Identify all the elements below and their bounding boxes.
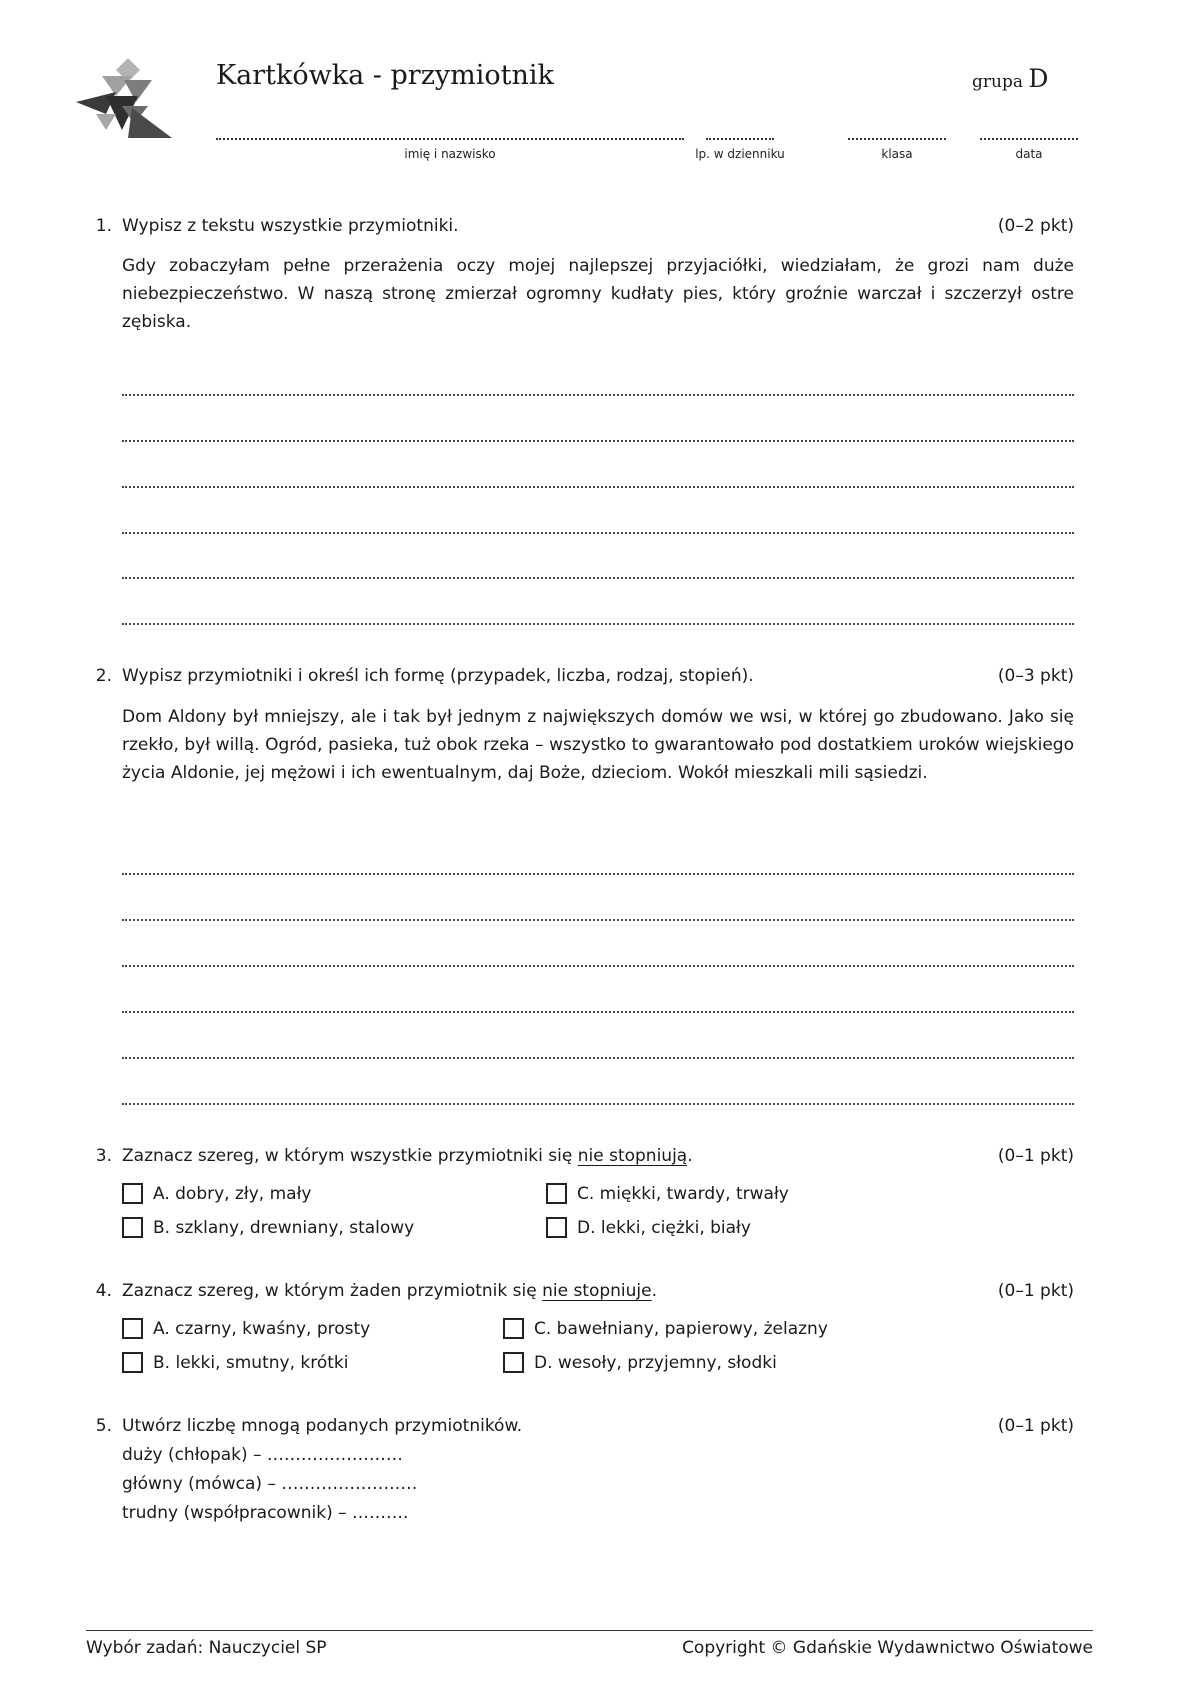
prompt-text: Zaznacz szereg, w którym wszystkie przymiotniki się — [122, 1146, 578, 1166]
question-text: Gdy zobaczyłam pełne przerażenia oczy mojej najlepszej przyjaciółki, wiedziałam, że grozi nam duże niebezpieczeństwo. W naszą stronę zmierzał ogromny kudłaty pies, który groźnie warczał i szczerzył ostre zębiska. — [122, 256, 1074, 332]
prompt-end: . — [687, 1146, 693, 1166]
question-points: (0–3 pkt) — [997, 666, 1074, 686]
plural-item[interactable]: główny (mówca) – …………………… — [122, 1474, 418, 1494]
option-d[interactable] — [546, 1217, 751, 1238]
checkbox-icon[interactable] — [546, 1183, 567, 1204]
question-prompt — [122, 1281, 657, 1301]
option-c[interactable] — [503, 1318, 828, 1339]
checkbox-icon[interactable] — [546, 1217, 567, 1238]
plural-item[interactable]: duży (chłopak) – …………………… — [122, 1445, 403, 1465]
option-label: A. dobry, zły, mały — [153, 1183, 312, 1204]
question-prompt — [122, 1146, 693, 1166]
answer-line[interactable] — [122, 476, 1074, 488]
checkbox-icon[interactable] — [122, 1352, 143, 1373]
footer-divider — [86, 1630, 1093, 1631]
option-a[interactable] — [122, 1318, 370, 1339]
option-label: B. lekki, smutny, krótki — [153, 1352, 349, 1373]
publisher-logo-icon — [76, 56, 180, 146]
question-number: 5. — [95, 1416, 112, 1436]
question-prompt: Utwórz liczbę mnogą podanych przymiotników. — [122, 1416, 523, 1436]
question-prompt: Wypisz z tekstu wszystkie przymiotniki. — [122, 216, 459, 236]
option-c[interactable] — [546, 1183, 789, 1204]
answer-line[interactable] — [122, 1047, 1074, 1059]
name-fill-line[interactable] — [216, 124, 684, 140]
question-points: (0–1 pkt) — [997, 1146, 1074, 1166]
answer-line[interactable] — [122, 522, 1074, 534]
number-label: lp. w dzienniku — [695, 147, 785, 161]
prompt-underlined: nie stopniują — [577, 1146, 688, 1166]
checkbox-icon[interactable] — [503, 1318, 524, 1339]
question-points: (0–1 pkt) — [997, 1281, 1074, 1301]
answer-line[interactable] — [122, 430, 1074, 442]
option-label: B. szklany, drewniany, stalowy — [153, 1217, 415, 1238]
answer-line[interactable] — [122, 863, 1074, 875]
question-number: 2. — [95, 666, 112, 686]
question-points: (0–1 pkt) — [997, 1416, 1074, 1436]
answer-line[interactable] — [122, 567, 1074, 579]
page-title: Kartkówka - przymiotnik — [216, 60, 554, 91]
question-number: 4. — [95, 1281, 112, 1301]
question-number: 3. — [95, 1146, 112, 1166]
answer-line[interactable] — [122, 613, 1074, 625]
option-label: C. bawełniany, papierowy, żelazny — [534, 1318, 828, 1339]
date-fill-line[interactable] — [980, 124, 1078, 140]
question-points: (0–2 pkt) — [997, 216, 1074, 236]
plural-item[interactable]: trudny (współpracownik) – ………. — [122, 1503, 409, 1523]
prompt-text: Zaznacz szereg, w którym żaden przymiotnik się — [122, 1281, 543, 1301]
option-b[interactable] — [122, 1217, 414, 1238]
checkbox-icon[interactable] — [122, 1217, 143, 1238]
answer-line[interactable] — [122, 955, 1074, 967]
number-fill-line[interactable] — [706, 124, 774, 140]
option-label: C. miękki, twardy, trwały — [577, 1183, 789, 1204]
class-fill-line[interactable] — [848, 124, 946, 140]
option-b[interactable] — [122, 1352, 348, 1373]
checkbox-icon[interactable] — [122, 1318, 143, 1339]
footer-right: Copyright © Gdańskie Wydawnictwo Oświatowe — [682, 1638, 1093, 1658]
group-prefix: grupa — [972, 72, 1023, 92]
option-label: D. wesoły, przyjemny, słodki — [534, 1352, 777, 1373]
prompt-end: . — [651, 1281, 658, 1301]
question-text: Dom Aldony był mniejszy, ale i tak był jednym z największych domów we wsi, w której go zbudowano. Jako się rzekło, był willą. Ogród, pasieka, tuż obok rzeka – wszystko to gwarantowało pod dostatkiem uroków wiejskiego życia Aldonie, jej mężowi i ich ewentualnym, daj Boże, dzieciom. Wokół mieszkali mili sąsiedzi. — [122, 707, 1074, 783]
class-label: klasa — [881, 147, 913, 161]
name-label: imię i nazwisko — [404, 147, 496, 161]
question-prompt: Wypisz przymiotniki i określ ich formę (przypadek, liczba, rodzaj, stopień). — [122, 666, 754, 686]
answer-line[interactable] — [122, 384, 1074, 396]
option-a[interactable] — [122, 1183, 311, 1204]
checkbox-icon[interactable] — [122, 1183, 143, 1204]
option-label: D. lekki, ciężki, biały — [577, 1217, 751, 1238]
date-label: data — [1015, 147, 1043, 161]
question-number: 1. — [95, 216, 112, 236]
answer-line[interactable] — [122, 909, 1074, 921]
footer-left: Wybór zadań: Nauczyciel SP — [86, 1638, 327, 1658]
checkbox-icon[interactable] — [503, 1352, 524, 1373]
group-label — [972, 64, 1048, 93]
answer-line[interactable] — [122, 1093, 1074, 1105]
answer-line[interactable] — [122, 1001, 1074, 1013]
option-d[interactable] — [503, 1352, 777, 1373]
group-letter: D — [1028, 64, 1049, 93]
prompt-underlined: nie stopniuje — [542, 1281, 652, 1301]
option-label: A. czarny, kwaśny, prosty — [153, 1318, 371, 1339]
